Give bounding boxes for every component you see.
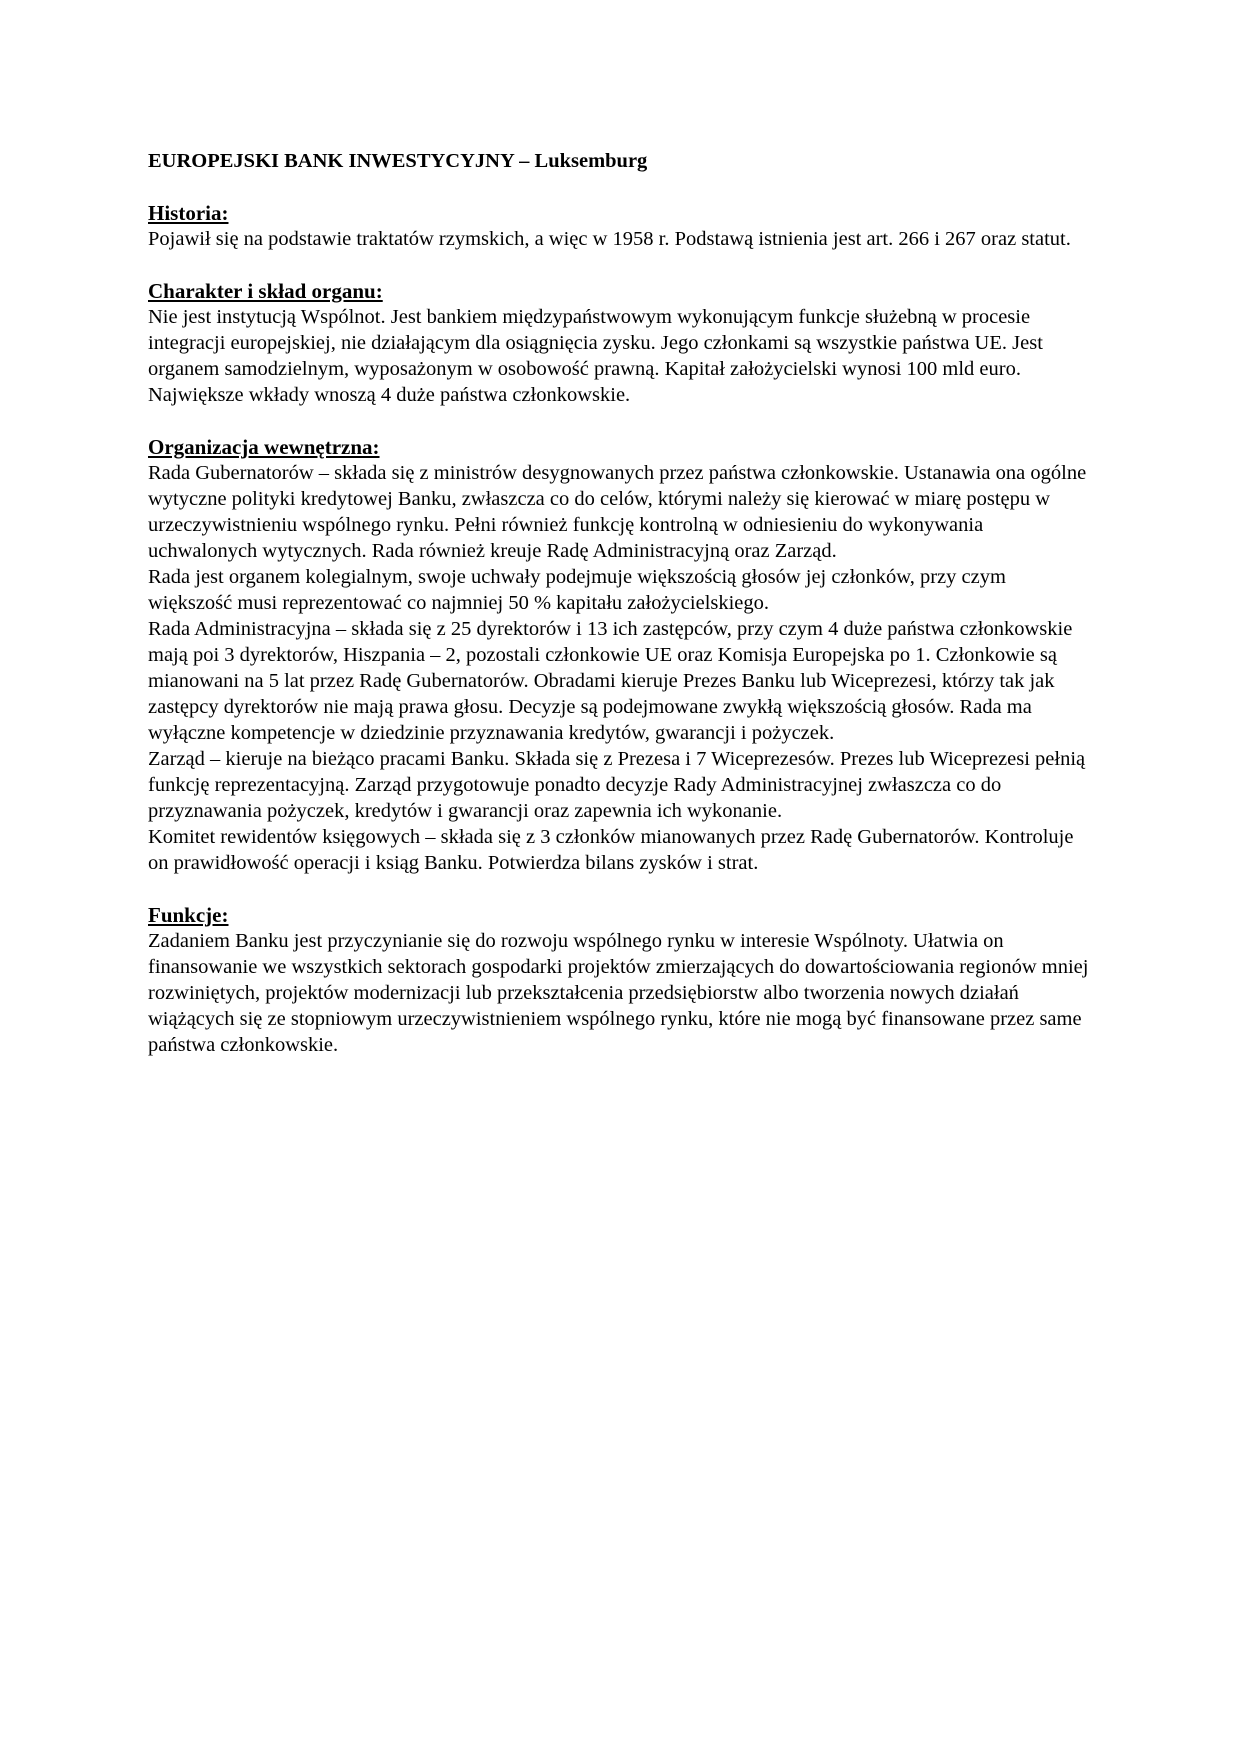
paragraph: Rada Administracyjna – składa się z 25 dyrektorów i 13 ich zastępców, przy czym 4 duże państwa członkowskie mają poi 3 dyrektorów, Hiszpania – 2, pozostali członkowie UE oraz Komisja Europejska po 1. Członkowie są mianowani na 5 lat przez Radę Gubernatorów. Obradami kieruje Prezes Banku lub Wiceprezesi, którzy tak jak zastępcy dyrektorów nie mają prawa głosu. Decyzje są podejmowane zwykłą większością głosów. Rada ma wyłączne kompetencje w dziedzinie przyznawania kredytów, gwarancji i pożyczek. bbox=[148, 618, 1073, 744]
section-charakter bbox=[148, 278, 1092, 408]
paragraph: Nie jest instytucją Wspólnot. Jest bankiem międzypaństwowym wykonującym funkcje służebną w procesie integracji europejskiej, nie działającym dla osiągnięcia zysku. Jego członkami są wszystkie państwa UE. Jest organem samodzielnym, wyposażonym w osobowość prawną. Kapitał założycielski wynosi 100 mld euro. Największe wkłady wnoszą 4 duże państwa członkowskie. bbox=[148, 306, 1043, 406]
paragraph: Zarząd – kieruje na bieżąco pracami Banku. Składa się z Prezesa i 7 Wiceprezesów. Prezes lub Wiceprezesi pełnią funkcję reprezentacyjną. Zarząd przygotowuje ponadto decyzje Rady Administracyjnej zwłaszcza co do przyznawania pożyczek, kredytów i gwarancji oraz zapewnia ich wykonanie. bbox=[148, 748, 1086, 822]
paragraph: Zadaniem Banku jest przyczynianie się do rozwoju wspólnego rynku w interesie Wspólnoty. Ułatwia on finansowanie we wszystkich sektorach gospodarki projektów zmierzających do dowartościowania regionów mniej rozwiniętych, projektów modernizacji lub przekształcenia przedsiębiorstw albo tworzenia nowych działań wiążących się ze stopniowym urzeczywistnieniem wspólnego rynku, które nie mogą być finansowane przez same państwa członkowskie. bbox=[148, 930, 1089, 1056]
section-funkcje bbox=[148, 902, 1092, 1058]
document-page bbox=[148, 148, 1092, 1084]
section-organizacja bbox=[148, 434, 1092, 876]
paragraph: Rada jest organem kolegialnym, swoje uchwały podejmuje większością głosów jej członków, przy czym większość musi reprezentować co najmniej 50 % kapitału założycielskiego. bbox=[148, 566, 1006, 614]
paragraph: Komitet rewidentów księgowych – składa się z 3 członków mianowanych przez Radę Gubernatorów. Kontroluje on prawidłowość operacji i ksiąg Banku. Potwierdza bilans zysków i strat. bbox=[148, 826, 1074, 874]
section-heading: Organizacja wewnętrzna: bbox=[148, 435, 380, 459]
paragraph: Pojawił się na podstawie traktatów rzymskich, a więc w 1958 r. Podstawą istnienia jest art. 266 i 267 oraz statut. bbox=[148, 228, 1071, 250]
section-heading: Historia: bbox=[148, 201, 229, 225]
document-title: EUROPEJSKI BANK INWESTYCYJNY – Luksemburg bbox=[148, 150, 648, 172]
paragraph: Rada Gubernatorów – składa się z ministrów desygnowanych przez państwa członkowskie. Ustanawia ona ogólne wytyczne polityki kredytowej Banku, zwłaszcza co do celów, którymi należy się kierować w miarę postępu w urzeczywistnieniu wspólnego rynku. Pełni również funkcję kontrolną w odniesieniu do wykonywania uchwalonych wytycznych. Rada również kreuje Radę Administracyjną oraz Zarząd. bbox=[148, 462, 1087, 562]
section-heading: Charakter i skład organu: bbox=[148, 279, 383, 303]
section-heading: Funkcje: bbox=[148, 903, 229, 927]
section-historia bbox=[148, 200, 1092, 252]
